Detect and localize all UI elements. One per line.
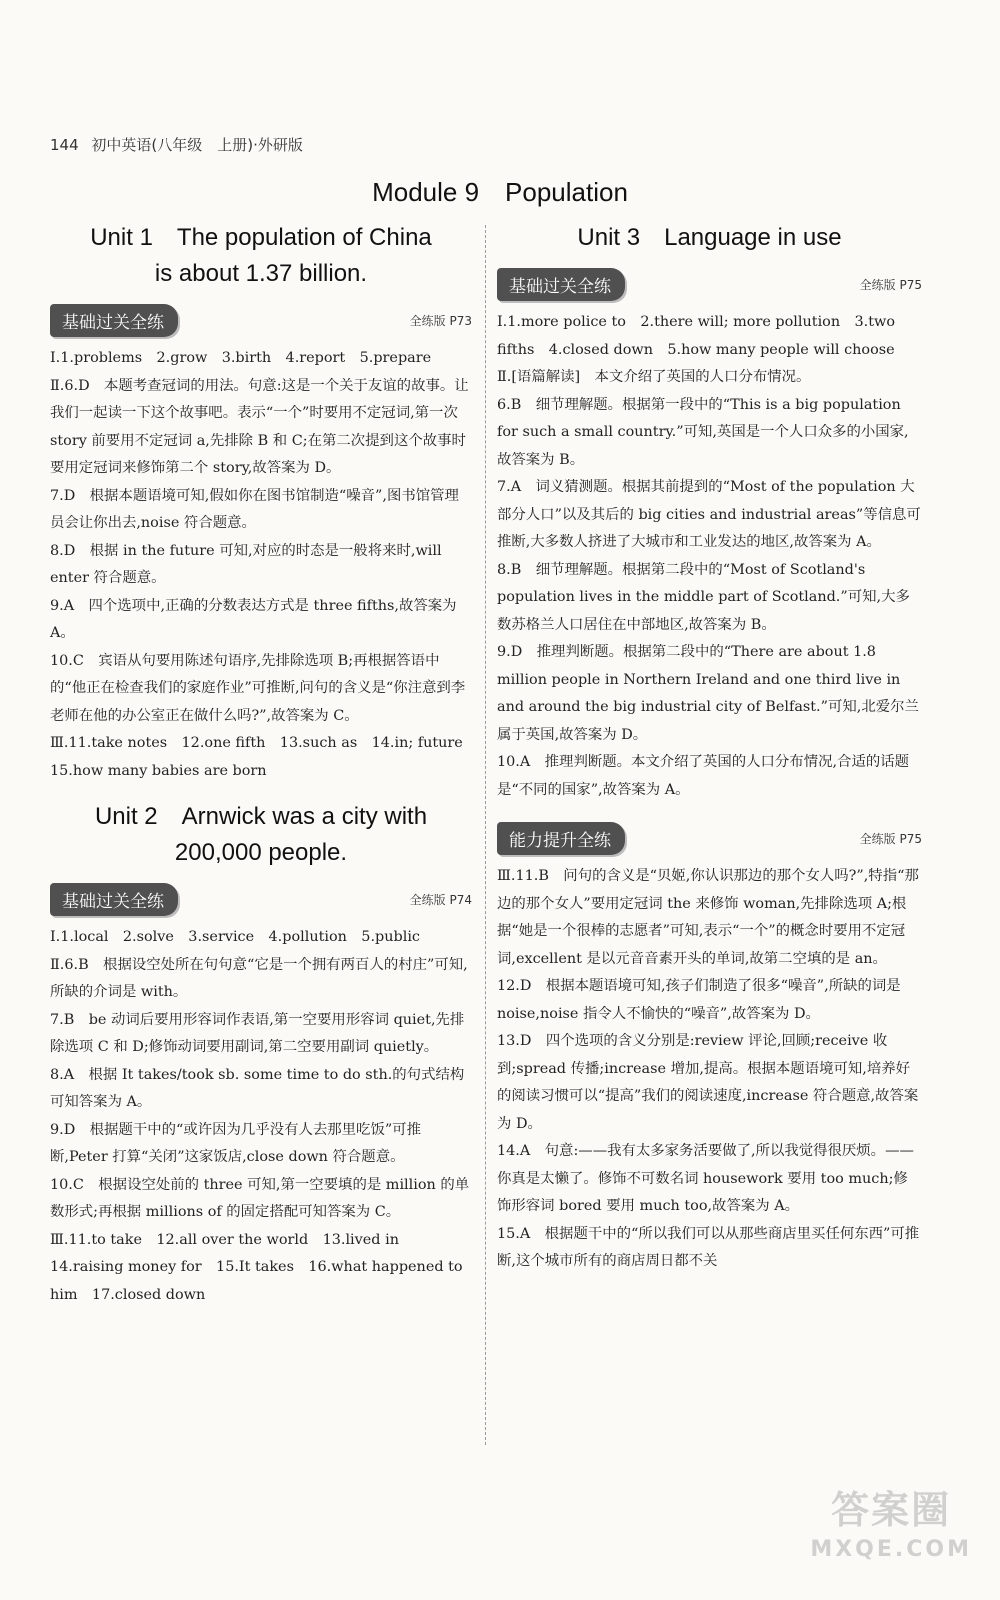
answer-line: 15.A 根据题干中的“所以我们可以从那些商店里买任何东西”可推断,这个城市所有的商店周日都不关 bbox=[497, 1225, 920, 1269]
unit2-section-header bbox=[50, 883, 472, 916]
answer-line: 8.A 根据 It takes/took sb. some time to do sth.的句式结构可知答案为 A。 bbox=[50, 1066, 465, 1110]
answer-line: 15.how many babies are born bbox=[50, 762, 267, 779]
answer-line: 14.A 句意:——我有太多家务活要做了,所以我觉得很厌烦。——你真是太懒了。修饰不可数名词 housework 要用 too much;修饰形容词 bored 要用 much too,故答案为 A。 bbox=[497, 1143, 914, 1214]
unit1-page-ref: 全练版 P73 bbox=[409, 314, 472, 328]
answer-line: 10.A 推理判断题。本文介绍了英国的人口分布情况,合适的话题是“不同的国家”,故答案为 A。 bbox=[497, 754, 910, 798]
unit2-title-line1: Unit 2 Arnwick was a city with bbox=[94, 803, 428, 830]
column-divider bbox=[485, 225, 486, 1445]
answer-line: 7.A 词义猜测题。根据其前提到的“Most of the population 大部分人口”以及其后的 big cities and industrial areas”等信息可推断,大多数人挤进了大城市和工业发达的地区,故答案为 A。 bbox=[497, 479, 921, 550]
module-title: Module 9 Population bbox=[372, 177, 628, 207]
unit1-title bbox=[50, 220, 472, 292]
unit1-answers bbox=[50, 345, 472, 785]
answer-line: 12.D 根据本题语境可知,孩子们制造了很多“噪音”,所缺的词是 noise,noise 指令人不愉快的“噪音”,故答案为 D。 bbox=[497, 978, 901, 1022]
unit1-section-tag: 基础过关全练 bbox=[50, 304, 178, 337]
answer-line: Ⅱ.6.D 本题考查冠词的用法。句意:这是一个关于友谊的故事。让我们一起读一下这个故事吧。表示“一个”时要用不定冠词,第一次 story 前要用不定冠词 a,先排除 B 和 C;在第二次提到这个故事时要用定冠词来修饰第二个 story,故答案为 D。 bbox=[50, 377, 469, 476]
answer-line: 13.D 四个选项的含义分别是:review 评论,回顾;receive 收到;spread 传播;increase 增加,提高。根据本题语境可知,培养好的阅读习惯可以“提高”我们的阅读速度,increase 符合题意,故答案为 D。 bbox=[497, 1033, 919, 1132]
page-header bbox=[50, 134, 303, 155]
book-title: 初中英语(八年级 上册)·外研版 bbox=[91, 136, 303, 154]
answer-line: 10.C 宾语从句要用陈述句语序,先排除选项 B;再根据答语中的“他正在检查我们的家庭作业”可推断,问句的含义是“你注意到李老师在他的办公室正在做什么吗?”,故答案为 C。 bbox=[50, 652, 466, 724]
answer-line: 8.B 细节理解题。根据第二段中的“Most of Scotland's population lives in the middle part of Scotland.”可知,大多数苏格兰人口居住在中部地区,故答案为 B。 bbox=[497, 561, 910, 633]
answer-line: 6.B 细节理解题。根据第一段中的“This is a big population for such a small country.”可知,英国是一个人口众多的小国家,故答案为 B。 bbox=[497, 396, 909, 468]
answer-line: Ⅲ.11.B 问句的含义是“贝姬,你认识那边的那个女人吗?”,特指“那边的那个女人”要用定冠词 the 来修饰 woman,先排除选项 A;根据“她是一个很棒的志愿者”可知,表示“一个”的概念时要用不定冠词,excellent 是以元音音素开头的单词,故第二空填的是 an。 bbox=[497, 868, 919, 967]
unit3-advanced-page-ref: 全练版 P75 bbox=[859, 832, 922, 846]
answer-line: Ⅱ.6.B 根据设空处所在句句意“它是一个拥有两百人的村庄”可知,所缺的介词是 with。 bbox=[50, 956, 468, 1000]
answer-line: Ⅰ.1.problems 2.grow 3.birth 4.report 5.prepare bbox=[50, 350, 432, 366]
page-number: 144 bbox=[50, 136, 79, 154]
answer-line: Ⅲ.11.take notes 12.one fifth 13.such as 14.in; future bbox=[50, 735, 463, 751]
answer-line: 14.raising money for 15.It takes 16.what happened to him 17.closed down bbox=[50, 1259, 463, 1303]
answer-line: Ⅲ.11.to take 12.all over the world 13.lived in bbox=[50, 1231, 399, 1248]
unit3-title: Unit 3 Language in use bbox=[577, 224, 842, 251]
answer-line: 10.C 根据设空处前的 three 可知,第一空要填的是 million 的单数形式;再根据 millions of 的固定搭配可知答案为 C。 bbox=[50, 1176, 470, 1220]
answer-line: 9.D 根据题干中的“或许因为几乎没有人去那里吃饭”可推断,Peter 打算“关闭”这家饭店,close down 符合题意。 bbox=[50, 1121, 421, 1165]
unit1-section-header bbox=[50, 304, 472, 337]
unit3-advanced-answers bbox=[497, 863, 922, 1276]
right-column bbox=[497, 220, 922, 1276]
unit1-title-line1: Unit 1 The population of China bbox=[90, 224, 432, 251]
unit3-section-tag: 基础过关全练 bbox=[497, 268, 625, 301]
answer-line: Ⅰ.1.more police to 2.there will; more pollution 3.two fifths 4.closed down 5.how many people will choose bbox=[497, 314, 895, 358]
answer-line: 9.D 推理判断题。根据第二段中的“There are about 1.8 million people in Northern Ireland and one third live in and around the big industrial city of Belfast.”可知,北爱尔兰属于英国,故答案为 D。 bbox=[497, 644, 919, 743]
unit3-advanced-tag: 能力提升全练 bbox=[497, 822, 625, 855]
answer-line: 7.D 根据本题语境可知,假如你在图书馆制造“噪音”,图书馆管理员会让你出去,noise 符合题意。 bbox=[50, 487, 459, 531]
answer-line: Ⅰ.1.local 2.solve 3.service 4.pollution 5.public bbox=[50, 929, 420, 945]
unit2-section-tag: 基础过关全练 bbox=[50, 883, 178, 916]
unit3-section-header bbox=[497, 268, 922, 301]
answer-line: 8.D 根据 in the future 可知,对应的时态是一般将来时,will enter 符合题意。 bbox=[50, 542, 442, 586]
watermark-sub: MXQE.COM bbox=[810, 1537, 972, 1562]
answer-line: Ⅱ.[语篇解读] 本文介绍了英国的人口分布情况。 bbox=[497, 369, 811, 385]
unit2-title bbox=[50, 799, 472, 871]
left-column bbox=[50, 220, 472, 1309]
watermark-main: 答案圈 bbox=[831, 1488, 952, 1532]
unit3-page-ref: 全练版 P75 bbox=[859, 278, 922, 292]
unit3-advanced-header bbox=[497, 822, 922, 855]
answer-line: 7.B be 动词后要用形容词作表语,第一空要用形容词 quiet,先排除选项 C 和 D;修饰动词要用副词,第二空要用副词 quietly。 bbox=[50, 1011, 465, 1055]
answer-line: 9.A 四个选项中,正确的分数表达方式是 three fifths,故答案为 A。 bbox=[50, 597, 457, 641]
unit2-page-ref: 全练版 P74 bbox=[409, 893, 472, 907]
unit3-answers bbox=[497, 309, 922, 804]
unit1-title-line2: is about 1.37 billion. bbox=[154, 260, 368, 287]
unit2-title-line2: 200,000 people. bbox=[174, 839, 348, 866]
unit2-answers bbox=[50, 924, 472, 1309]
watermark-logo bbox=[810, 1490, 972, 1570]
